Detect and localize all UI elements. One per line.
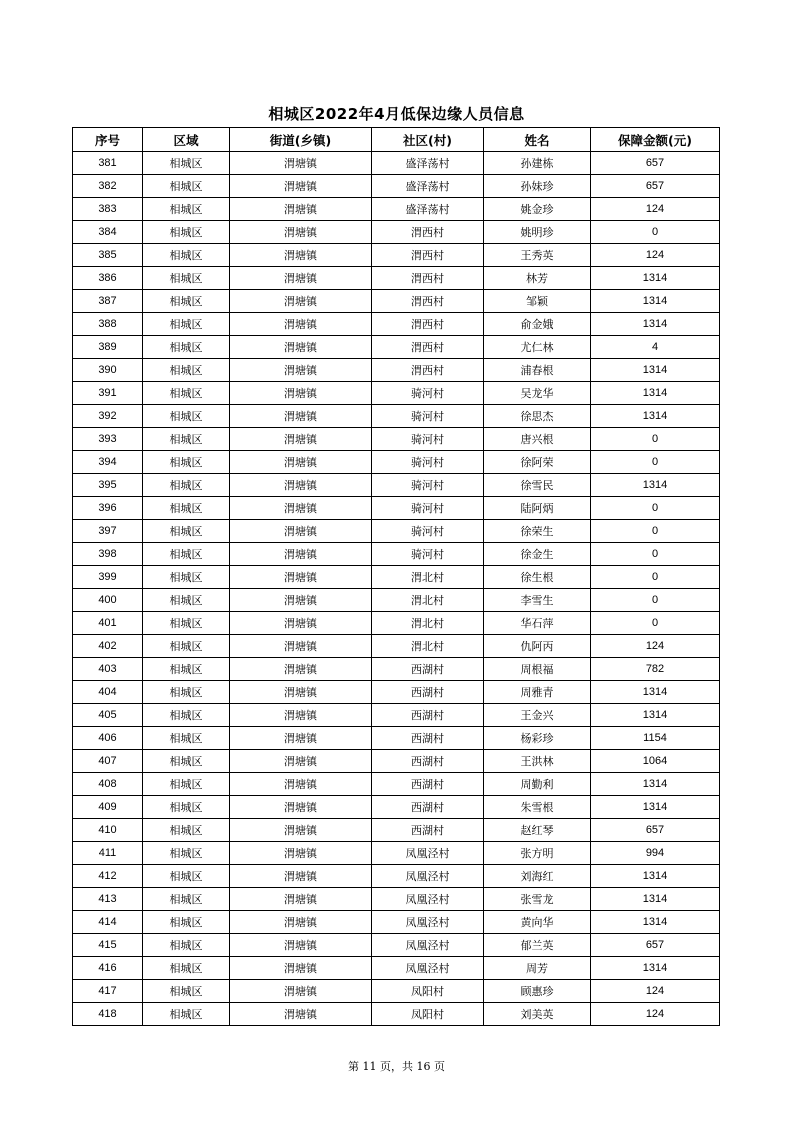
name-cell: 李雪生 (484, 589, 591, 612)
table-row (73, 336, 720, 359)
amount-cell: 0 (591, 520, 720, 543)
amount-cell: 657 (591, 175, 720, 198)
name-cell: 孙建栋 (484, 152, 591, 175)
name-cell: 王金兴 (484, 704, 591, 727)
amount-cell: 0 (591, 612, 720, 635)
community-cell: 骑河村 (372, 520, 484, 543)
community-cell: 西湖村 (372, 796, 484, 819)
name-cell: 仇阿丙 (484, 635, 591, 658)
street-cell: 渭塘镇 (230, 198, 372, 221)
column-header-community: 社区(村) (372, 128, 484, 152)
amount-cell: 0 (591, 589, 720, 612)
amount-cell: 1314 (591, 888, 720, 911)
table-row (73, 865, 720, 888)
table-row (73, 152, 720, 175)
amount-cell: 1314 (591, 359, 720, 382)
amount-cell: 1314 (591, 474, 720, 497)
amount-cell: 1314 (591, 773, 720, 796)
street-cell: 渭塘镇 (230, 819, 372, 842)
region-cell: 相城区 (143, 773, 230, 796)
region-cell: 相城区 (143, 520, 230, 543)
name-cell: 尤仁林 (484, 336, 591, 359)
amount-cell: 1314 (591, 796, 720, 819)
street-cell: 渭塘镇 (230, 520, 372, 543)
table-row (73, 520, 720, 543)
table-row (73, 451, 720, 474)
region-cell: 相城区 (143, 957, 230, 980)
name-cell: 姚金珍 (484, 198, 591, 221)
community-cell: 西湖村 (372, 658, 484, 681)
community-cell: 凤凰泾村 (372, 865, 484, 888)
region-cell: 相城区 (143, 750, 230, 773)
street-cell: 渭塘镇 (230, 290, 372, 313)
community-cell: 渭西村 (372, 313, 484, 336)
name-cell: 朱雪根 (484, 796, 591, 819)
name-cell: 赵红琴 (484, 819, 591, 842)
region-cell: 相城区 (143, 589, 230, 612)
name-cell: 唐兴根 (484, 428, 591, 451)
street-cell: 渭塘镇 (230, 474, 372, 497)
name-cell: 黄向华 (484, 911, 591, 934)
amount-cell: 124 (591, 635, 720, 658)
name-cell: 周芳 (484, 957, 591, 980)
table-row (73, 681, 720, 704)
column-header-region: 区域 (143, 128, 230, 152)
street-cell: 渭塘镇 (230, 658, 372, 681)
table-row (73, 612, 720, 635)
name-cell: 浦春根 (484, 359, 591, 382)
name-cell: 周勤利 (484, 773, 591, 796)
community-cell: 凤阳村 (372, 1003, 484, 1026)
seq-cell: 402 (73, 635, 143, 658)
seq-cell: 400 (73, 589, 143, 612)
name-cell: 徐金生 (484, 543, 591, 566)
region-cell: 相城区 (143, 612, 230, 635)
amount-cell: 1314 (591, 911, 720, 934)
street-cell: 渭塘镇 (230, 750, 372, 773)
amount-cell: 124 (591, 1003, 720, 1026)
amount-cell: 1314 (591, 957, 720, 980)
community-cell: 西湖村 (372, 704, 484, 727)
seq-cell: 396 (73, 497, 143, 520)
seq-cell: 405 (73, 704, 143, 727)
community-cell: 西湖村 (372, 681, 484, 704)
community-cell: 西湖村 (372, 819, 484, 842)
street-cell: 渭塘镇 (230, 451, 372, 474)
table-row (73, 221, 720, 244)
region-cell: 相城区 (143, 359, 230, 382)
amount-cell: 1314 (591, 313, 720, 336)
region-cell: 相城区 (143, 451, 230, 474)
street-cell: 渭塘镇 (230, 244, 372, 267)
table-row (73, 175, 720, 198)
table-row (73, 704, 720, 727)
region-cell: 相城区 (143, 842, 230, 865)
amount-cell: 124 (591, 244, 720, 267)
community-cell: 凤凰泾村 (372, 842, 484, 865)
name-cell: 周雅青 (484, 681, 591, 704)
header-row (73, 128, 720, 152)
street-cell: 渭塘镇 (230, 681, 372, 704)
community-cell: 凤凰泾村 (372, 957, 484, 980)
name-cell: 杨彩珍 (484, 727, 591, 750)
table-row (73, 796, 720, 819)
community-cell: 骑河村 (372, 451, 484, 474)
table-row (73, 819, 720, 842)
column-header-seq: 序号 (73, 128, 143, 152)
name-cell: 徐思杰 (484, 405, 591, 428)
seq-cell: 389 (73, 336, 143, 359)
amount-cell: 0 (591, 497, 720, 520)
region-cell: 相城区 (143, 796, 230, 819)
table-row (73, 244, 720, 267)
street-cell: 渭塘镇 (230, 612, 372, 635)
name-cell: 徐雪民 (484, 474, 591, 497)
community-cell: 西湖村 (372, 750, 484, 773)
seq-cell: 415 (73, 934, 143, 957)
seq-cell: 412 (73, 865, 143, 888)
region-cell: 相城区 (143, 658, 230, 681)
amount-cell: 1314 (591, 865, 720, 888)
amount-cell: 124 (591, 198, 720, 221)
amount-cell: 1314 (591, 267, 720, 290)
seq-cell: 382 (73, 175, 143, 198)
name-cell: 刘美英 (484, 1003, 591, 1026)
table-body (73, 152, 720, 1026)
street-cell: 渭塘镇 (230, 1003, 372, 1026)
region-cell: 相城区 (143, 244, 230, 267)
community-cell: 西湖村 (372, 773, 484, 796)
amount-cell: 1154 (591, 727, 720, 750)
amount-cell: 0 (591, 543, 720, 566)
amount-cell: 657 (591, 819, 720, 842)
street-cell: 渭塘镇 (230, 382, 372, 405)
street-cell: 渭塘镇 (230, 842, 372, 865)
region-cell: 相城区 (143, 934, 230, 957)
roster-table (72, 127, 720, 1026)
amount-cell: 994 (591, 842, 720, 865)
column-header-amount: 保障金额(元) (591, 128, 720, 152)
street-cell: 渭塘镇 (230, 589, 372, 612)
table-row (73, 405, 720, 428)
community-cell: 盛泽荡村 (372, 152, 484, 175)
seq-cell: 395 (73, 474, 143, 497)
street-cell: 渭塘镇 (230, 980, 372, 1003)
seq-cell: 403 (73, 658, 143, 681)
table-row (73, 290, 720, 313)
region-cell: 相城区 (143, 497, 230, 520)
community-cell: 西湖村 (372, 727, 484, 750)
street-cell: 渭塘镇 (230, 359, 372, 382)
seq-cell: 416 (73, 957, 143, 980)
street-cell: 渭塘镇 (230, 957, 372, 980)
column-header-name: 姓名 (484, 128, 591, 152)
name-cell: 陆阿炳 (484, 497, 591, 520)
seq-cell: 410 (73, 819, 143, 842)
seq-cell: 399 (73, 566, 143, 589)
region-cell: 相城区 (143, 681, 230, 704)
amount-cell: 0 (591, 451, 720, 474)
street-cell: 渭塘镇 (230, 497, 372, 520)
table-row (73, 750, 720, 773)
name-cell: 徐生根 (484, 566, 591, 589)
table-row (73, 474, 720, 497)
table-row (73, 934, 720, 957)
table-row (73, 198, 720, 221)
region-cell: 相城区 (143, 635, 230, 658)
table-row (73, 566, 720, 589)
community-cell: 骑河村 (372, 405, 484, 428)
seq-cell: 398 (73, 543, 143, 566)
amount-cell: 782 (591, 658, 720, 681)
name-cell: 顾惠珍 (484, 980, 591, 1003)
region-cell: 相城区 (143, 543, 230, 566)
community-cell: 凤凰泾村 (372, 888, 484, 911)
amount-cell: 1314 (591, 681, 720, 704)
column-header-street: 街道(乡镇) (230, 128, 372, 152)
street-cell: 渭塘镇 (230, 543, 372, 566)
page-footer: 第 11 页，共 16 页 (348, 1060, 445, 1073)
table-row (73, 428, 720, 451)
seq-cell: 401 (73, 612, 143, 635)
region-cell: 相城区 (143, 566, 230, 589)
street-cell: 渭塘镇 (230, 635, 372, 658)
community-cell: 渭西村 (372, 267, 484, 290)
community-cell: 渭西村 (372, 359, 484, 382)
community-cell: 渭西村 (372, 221, 484, 244)
street-cell: 渭塘镇 (230, 175, 372, 198)
street-cell: 渭塘镇 (230, 267, 372, 290)
table-row (73, 543, 720, 566)
seq-cell: 414 (73, 911, 143, 934)
region-cell: 相城区 (143, 1003, 230, 1026)
region-cell: 相城区 (143, 704, 230, 727)
community-cell: 渭北村 (372, 566, 484, 589)
table-row (73, 658, 720, 681)
amount-cell: 0 (591, 566, 720, 589)
name-cell: 张方明 (484, 842, 591, 865)
name-cell: 吴龙华 (484, 382, 591, 405)
table-row (73, 382, 720, 405)
community-cell: 盛泽荡村 (372, 198, 484, 221)
table-row (73, 497, 720, 520)
table-row (73, 313, 720, 336)
community-cell: 骑河村 (372, 382, 484, 405)
name-cell: 邹颖 (484, 290, 591, 313)
table-row (73, 1003, 720, 1026)
street-cell: 渭塘镇 (230, 336, 372, 359)
community-cell: 凤凰泾村 (372, 911, 484, 934)
seq-cell: 411 (73, 842, 143, 865)
region-cell: 相城区 (143, 336, 230, 359)
region-cell: 相城区 (143, 198, 230, 221)
community-cell: 渭北村 (372, 635, 484, 658)
table-row (73, 888, 720, 911)
table-row (73, 267, 720, 290)
seq-cell: 392 (73, 405, 143, 428)
community-cell: 盛泽荡村 (372, 175, 484, 198)
table-row (73, 359, 720, 382)
seq-cell: 406 (73, 727, 143, 750)
region-cell: 相城区 (143, 152, 230, 175)
region-cell: 相城区 (143, 727, 230, 750)
name-cell: 俞金娥 (484, 313, 591, 336)
seq-cell: 409 (73, 796, 143, 819)
region-cell: 相城区 (143, 175, 230, 198)
community-cell: 渭西村 (372, 244, 484, 267)
amount-cell: 657 (591, 934, 720, 957)
name-cell: 姚明珍 (484, 221, 591, 244)
community-cell: 骑河村 (372, 497, 484, 520)
name-cell: 徐阿荣 (484, 451, 591, 474)
table-row (73, 727, 720, 750)
name-cell: 刘海红 (484, 865, 591, 888)
name-cell: 林芳 (484, 267, 591, 290)
seq-cell: 393 (73, 428, 143, 451)
street-cell: 渭塘镇 (230, 934, 372, 957)
amount-cell: 124 (591, 980, 720, 1003)
amount-cell: 1314 (591, 405, 720, 428)
region-cell: 相城区 (143, 865, 230, 888)
amount-cell: 1314 (591, 290, 720, 313)
region-cell: 相城区 (143, 313, 230, 336)
amount-cell: 1064 (591, 750, 720, 773)
amount-cell: 1314 (591, 704, 720, 727)
name-cell: 孙妹珍 (484, 175, 591, 198)
table-row (73, 980, 720, 1003)
region-cell: 相城区 (143, 267, 230, 290)
region-cell: 相城区 (143, 911, 230, 934)
table-row (73, 635, 720, 658)
seq-cell: 394 (73, 451, 143, 474)
name-cell: 王洪林 (484, 750, 591, 773)
seq-cell: 417 (73, 980, 143, 1003)
seq-cell: 404 (73, 681, 143, 704)
seq-cell: 386 (73, 267, 143, 290)
seq-cell: 408 (73, 773, 143, 796)
region-cell: 相城区 (143, 290, 230, 313)
seq-cell: 381 (73, 152, 143, 175)
community-cell: 渭西村 (372, 336, 484, 359)
street-cell: 渭塘镇 (230, 152, 372, 175)
street-cell: 渭塘镇 (230, 221, 372, 244)
table-row (73, 589, 720, 612)
street-cell: 渭塘镇 (230, 911, 372, 934)
street-cell: 渭塘镇 (230, 773, 372, 796)
table-row (73, 842, 720, 865)
street-cell: 渭塘镇 (230, 704, 372, 727)
table-row (73, 773, 720, 796)
region-cell: 相城区 (143, 382, 230, 405)
street-cell: 渭塘镇 (230, 796, 372, 819)
seq-cell: 390 (73, 359, 143, 382)
region-cell: 相城区 (143, 474, 230, 497)
community-cell: 骑河村 (372, 474, 484, 497)
community-cell: 骑河村 (372, 428, 484, 451)
street-cell: 渭塘镇 (230, 888, 372, 911)
seq-cell: 418 (73, 1003, 143, 1026)
seq-cell: 383 (73, 198, 143, 221)
name-cell: 郁兰英 (484, 934, 591, 957)
amount-cell: 4 (591, 336, 720, 359)
table-row (73, 911, 720, 934)
seq-cell: 391 (73, 382, 143, 405)
table-row (73, 957, 720, 980)
name-cell: 徐荣生 (484, 520, 591, 543)
name-cell: 周根福 (484, 658, 591, 681)
region-cell: 相城区 (143, 428, 230, 451)
community-cell: 凤阳村 (372, 980, 484, 1003)
street-cell: 渭塘镇 (230, 566, 372, 589)
amount-cell: 0 (591, 428, 720, 451)
street-cell: 渭塘镇 (230, 865, 372, 888)
community-cell: 渭北村 (372, 612, 484, 635)
region-cell: 相城区 (143, 819, 230, 842)
seq-cell: 388 (73, 313, 143, 336)
amount-cell: 1314 (591, 382, 720, 405)
street-cell: 渭塘镇 (230, 405, 372, 428)
seq-cell: 384 (73, 221, 143, 244)
street-cell: 渭塘镇 (230, 313, 372, 336)
seq-cell: 385 (73, 244, 143, 267)
street-cell: 渭塘镇 (230, 727, 372, 750)
name-cell: 张雪龙 (484, 888, 591, 911)
region-cell: 相城区 (143, 405, 230, 428)
community-cell: 凤凰泾村 (372, 934, 484, 957)
community-cell: 渭北村 (372, 589, 484, 612)
page-title: 相城区2022年4月低保边缘人员信息 (268, 105, 525, 123)
amount-cell: 0 (591, 221, 720, 244)
region-cell: 相城区 (143, 980, 230, 1003)
region-cell: 相城区 (143, 888, 230, 911)
street-cell: 渭塘镇 (230, 428, 372, 451)
seq-cell: 397 (73, 520, 143, 543)
community-cell: 骑河村 (372, 543, 484, 566)
seq-cell: 387 (73, 290, 143, 313)
seq-cell: 407 (73, 750, 143, 773)
seq-cell: 413 (73, 888, 143, 911)
name-cell: 华石萍 (484, 612, 591, 635)
region-cell: 相城区 (143, 221, 230, 244)
community-cell: 渭西村 (372, 290, 484, 313)
amount-cell: 657 (591, 152, 720, 175)
name-cell: 王秀英 (484, 244, 591, 267)
